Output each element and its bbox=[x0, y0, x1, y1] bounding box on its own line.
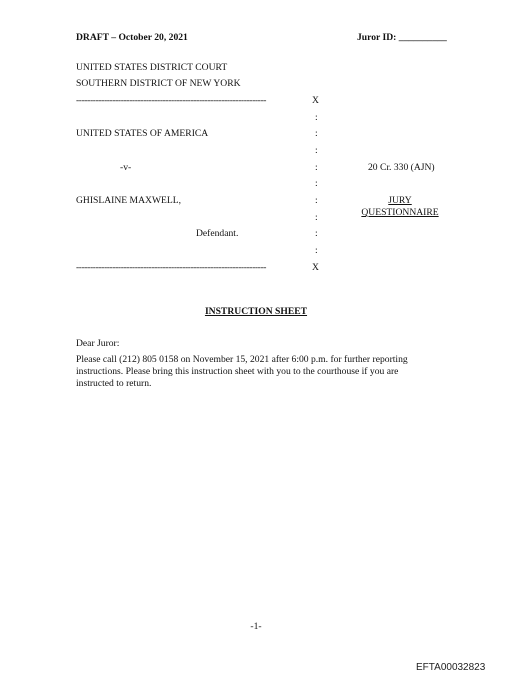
instruction-body: Please call (212) 805 0158 on November 15, 2021 after 6:00 p.m. for further reporting instructions. Please bring this instruction sheet with you to the courthouse if you are instructed to return. bbox=[76, 354, 408, 389]
caption-colon: : bbox=[315, 212, 318, 223]
versus-mark: -v- bbox=[120, 162, 132, 173]
document-title-line2: QUESTIONNAIRE bbox=[361, 207, 439, 218]
caption-bottom-dash-line: -------------------------------------------------------------------- bbox=[76, 262, 267, 273]
salutation: Dear Juror: bbox=[76, 338, 120, 349]
draft-date-line: DRAFT – October 20, 2021 bbox=[76, 32, 188, 43]
instruction-heading: INSTRUCTION SHEET bbox=[204, 306, 308, 317]
defendant-label: Defendant. bbox=[196, 228, 239, 239]
court-name-line2: SOUTHERN DISTRICT OF NEW YORK bbox=[76, 78, 241, 89]
juror-id-label: Juror ID: bbox=[357, 32, 397, 43]
plaintiff-name: UNITED STATES OF AMERICA bbox=[76, 128, 209, 139]
court-name-line1: UNITED STATES DISTRICT COURT bbox=[76, 62, 228, 73]
caption-colon: : bbox=[315, 128, 318, 139]
document-title-line1: JURY bbox=[388, 195, 412, 206]
caption-top-x-mark: X bbox=[312, 95, 319, 106]
caption-colon: : bbox=[315, 162, 318, 173]
juror-id-blank: __________ bbox=[398, 32, 447, 43]
caption-bottom-x-mark: X bbox=[312, 262, 319, 273]
caption-colon: : bbox=[315, 245, 318, 256]
caption-colon: : bbox=[315, 195, 318, 206]
caption-top-dash-line: -------------------------------------------------------------------- bbox=[76, 95, 267, 106]
juror-id-field bbox=[357, 32, 447, 43]
caption-colon: : bbox=[315, 178, 318, 189]
caption-colon: : bbox=[315, 228, 318, 239]
case-number: 20 Cr. 330 (AJN) bbox=[368, 162, 435, 173]
bates-number: EFTA00032823 bbox=[416, 662, 486, 673]
caption-colon: : bbox=[315, 112, 318, 123]
defendant-name: GHISLAINE MAXWELL, bbox=[76, 195, 181, 206]
page-number: -1- bbox=[250, 621, 262, 632]
caption-colon: : bbox=[315, 145, 318, 156]
